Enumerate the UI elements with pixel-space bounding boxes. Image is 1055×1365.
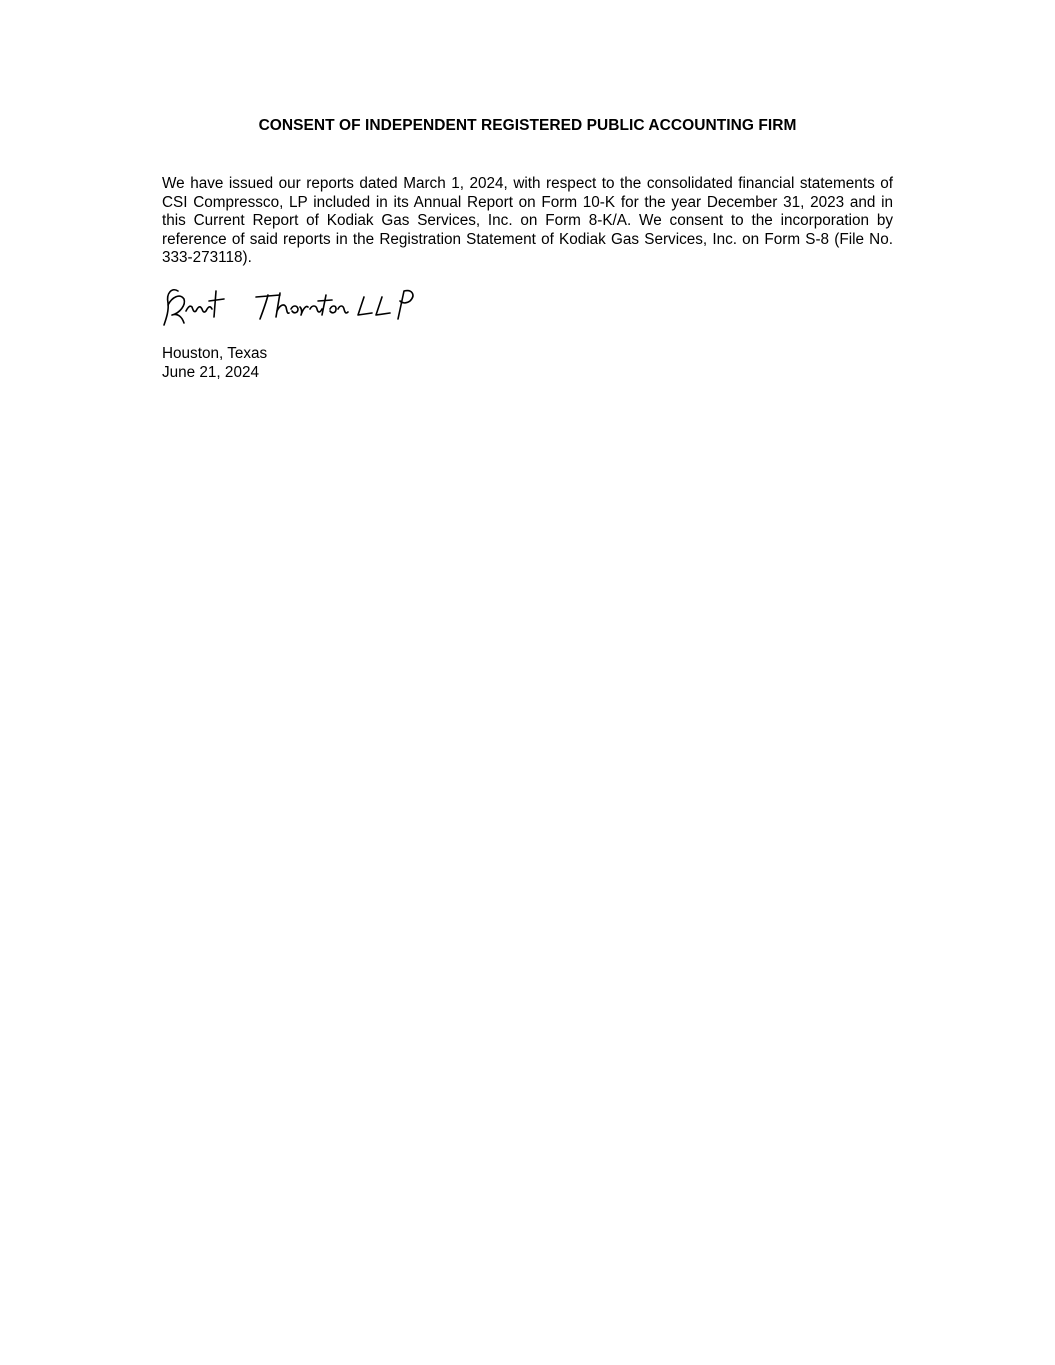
- document-title: CONSENT OF INDEPENDENT REGISTERED PUBLIC ACCOUNTING FIRM: [258, 117, 797, 134]
- date-line: June 21, 2024: [162, 363, 259, 381]
- consent-paragraph: We have issued our reports dated March 1, 2024, with respect to the consolidated financial statements of CSI Compressco, LP included in its Annual Report on Form 10-K for the year December 31, 2023 and in this Current Report of Kodiak Gas Services, Inc. on Form 8-K/A. We consent to the incorporation by reference of said reports in the Registration Statement of Kodiak Gas Services, Inc. on Form S-8 (File No. 333-273118).: [162, 175, 893, 266]
- city-line: Houston, Texas: [162, 345, 268, 362]
- signature-location-block: [162, 345, 267, 382]
- handwritten-signature: [160, 283, 420, 331]
